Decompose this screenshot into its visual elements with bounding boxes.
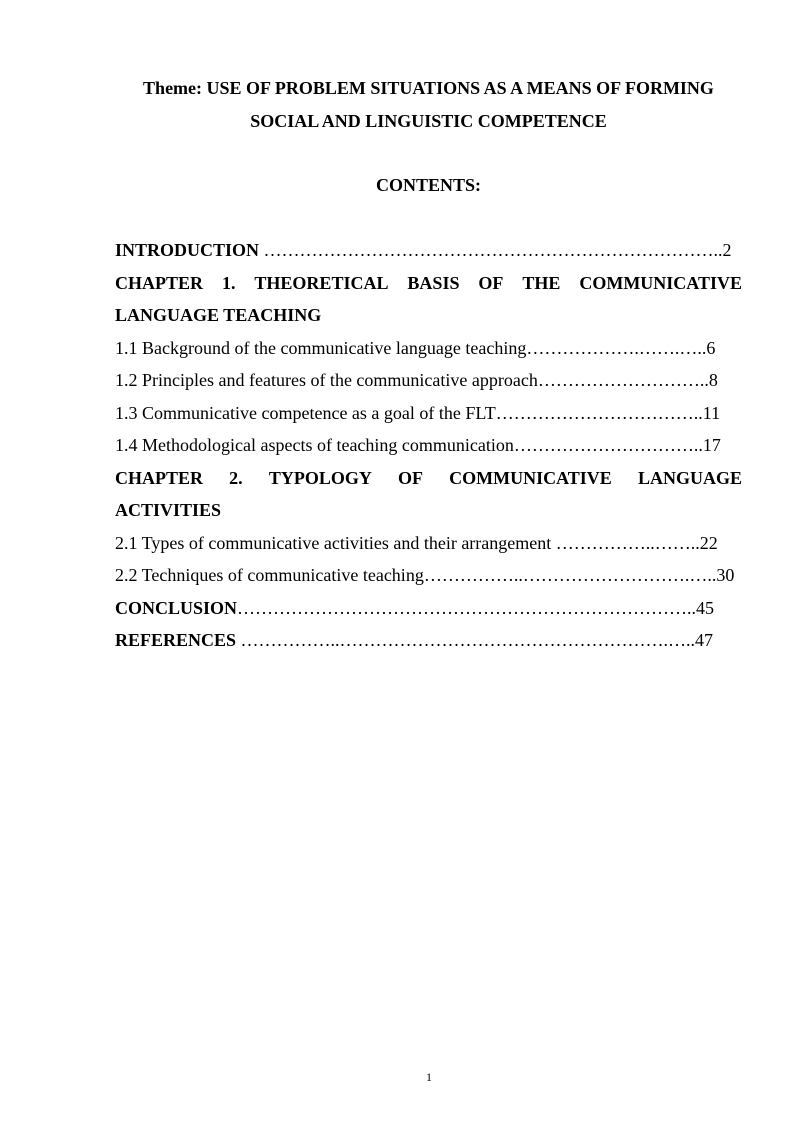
toc-entry-page: 17 xyxy=(702,435,721,455)
toc-entry-title: 2.2 Techniques of communicative teaching xyxy=(115,565,424,585)
chapter-1-word: OF xyxy=(478,272,504,293)
toc-entry-page: 47 xyxy=(695,630,714,650)
toc-entry-leader: ……………..……………………………………………….….. xyxy=(236,630,696,650)
toc-entry-1-1[interactable] xyxy=(115,332,742,365)
toc-entry-chapter-2[interactable] xyxy=(115,462,742,527)
chapter-2-word: TYPOLOGY xyxy=(268,467,372,488)
toc-entry-page: 22 xyxy=(699,532,718,553)
toc-entry-introduction[interactable] xyxy=(115,234,742,267)
toc-entry-title: 1.1 Background of the communicative language teaching xyxy=(115,337,527,358)
toc-entry-title: REFERENCES xyxy=(115,630,237,650)
chapter-2-line-2: ACTIVITIES xyxy=(115,500,222,520)
toc-entry-leader: …………………………….. xyxy=(495,402,703,423)
toc-entry-references[interactable] xyxy=(115,624,742,657)
toc-entry-conclusion[interactable] xyxy=(115,592,742,625)
chapter-1-word: COMMUNICATIVE xyxy=(579,272,742,293)
toc-entry-page: 8 xyxy=(708,370,718,390)
toc-entry-title: 1.4 Methodological aspects of teaching communication xyxy=(115,435,514,455)
toc-entry-leader: ………………………….. xyxy=(513,435,703,455)
document-theme xyxy=(115,72,742,137)
toc-entry-page: 11 xyxy=(702,402,721,423)
page-number: 1 xyxy=(426,1070,432,1084)
toc-entry-title: INTRODUCTION xyxy=(115,240,260,260)
chapter-2-word: CHAPTER xyxy=(115,467,204,488)
chapter-1-line-1 xyxy=(115,267,742,300)
toc-entry-leader: ……………………….. xyxy=(537,370,709,390)
chapter-1-word: 1. xyxy=(221,272,236,293)
toc-entry-1-4[interactable] xyxy=(115,429,742,462)
theme-line-1: Theme: USE OF PROBLEM SITUATIONS AS A MEANS OF FORMING xyxy=(143,78,714,98)
toc-entry-title: CONCLUSION xyxy=(115,597,238,618)
chapter-2-word: 2. xyxy=(229,467,243,488)
toc-entry-2-2[interactable] xyxy=(115,559,742,592)
toc-entry-leader: ……………..……………………….….. xyxy=(423,565,717,585)
toc-entry-title: 2.1 Types of communicative activities and their arrangement xyxy=(115,532,552,553)
toc-entry-page: 2 xyxy=(722,240,732,260)
toc-entry-title: 1.3 Communicative competence as a goal of the FLT xyxy=(115,402,496,423)
toc-entry-1-2[interactable] xyxy=(115,364,742,397)
toc-entry-2-1[interactable] xyxy=(115,527,742,560)
toc-entry-page: 45 xyxy=(696,597,715,618)
toc-entry-leader: ……………..…….. xyxy=(551,532,700,553)
toc-entry-leader: ………………………………………………………………….. xyxy=(259,240,723,260)
chapter-2-word: LANGUAGE xyxy=(637,467,742,488)
chapter-1-word: THE xyxy=(522,272,561,293)
chapter-1-word: THEORETICAL xyxy=(254,272,389,293)
toc-entry-1-3[interactable] xyxy=(115,397,742,430)
toc-entry-leader: ………………………………………………………………….. xyxy=(237,597,697,618)
chapter-2-line-1 xyxy=(115,462,742,495)
toc-entry-chapter-1[interactable] xyxy=(115,267,742,332)
contents-heading: CONTENTS: xyxy=(375,175,482,195)
toc-entry-page: 30 xyxy=(716,565,735,585)
table-of-contents xyxy=(115,234,742,657)
chapter-1-word: CHAPTER xyxy=(115,272,204,293)
chapter-2-word: COMMUNICATIVE xyxy=(449,467,612,488)
toc-entry-title: 1.2 Principles and features of the communicative approach xyxy=(115,370,538,390)
chapter-1-word: BASIS xyxy=(407,272,460,293)
theme-line-2: SOCIAL AND LINGUISTIC COMPETENCE xyxy=(250,110,607,131)
toc-entry-leader: ……………….…….….. xyxy=(526,337,707,358)
chapter-1-line-2: LANGUAGE TEACHING xyxy=(115,305,322,325)
toc-entry-page: 6 xyxy=(706,337,716,358)
chapter-2-word: OF xyxy=(398,467,423,488)
